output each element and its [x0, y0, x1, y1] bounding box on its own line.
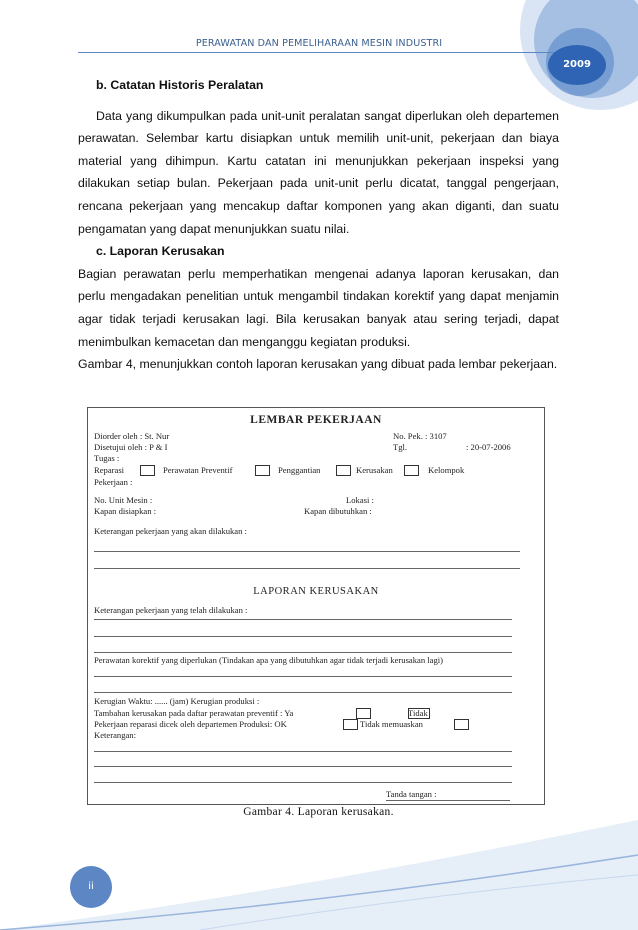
no-label: Tidak	[408, 708, 428, 718]
text-line: dan suatu pengamatan yang dapat menunjukkan suatu nilai.	[78, 198, 559, 236]
text-line: perlu mengadakan penelitian untuk mengambil tindakan korektif yang dapat	[78, 289, 501, 304]
replacement-checkbox[interactable]	[336, 465, 351, 476]
signature-label: Tanda tangan :	[386, 789, 437, 799]
form-title-damage-report: LAPORAN KERUSAKAN	[253, 586, 379, 597]
approved-by: Disetujui oleh : P & I	[94, 442, 168, 452]
text-line: menjamin agar tidak terjadi kerusakan lagi. Bila kerusakan banyak atau sering	[78, 289, 560, 326]
group-label: Kelompok	[428, 465, 465, 475]
section-b-paragraph	[78, 105, 559, 241]
year-badge: 2009	[548, 45, 606, 85]
section-c-figure-reference	[78, 353, 559, 376]
writing-line	[94, 568, 520, 569]
completed-work-label: Keterangan pekerjaan yang telah dilakukan :	[94, 605, 248, 615]
planned-work-label: Keterangan pekerjaan yang akan dilakukan :	[94, 526, 247, 536]
signature-line	[386, 800, 510, 801]
repair-checkbox[interactable]	[140, 465, 155, 476]
not-satisfactory-label: Tidak memuaskan	[360, 719, 423, 729]
header-title: PERAWATAN DAN PEMELIHARAAN MESIN INDUSTRI	[195, 38, 443, 49]
remarks-label: Keterangan:	[94, 730, 136, 740]
preventive-addition: Tambahan kerusakan pada daftar perawatan preventif : Ya	[94, 708, 294, 718]
replacement-label: Penggantian	[278, 465, 321, 475]
work-sheet-form	[87, 407, 545, 805]
writing-line	[94, 766, 512, 767]
no-checkbox[interactable]	[408, 708, 430, 719]
damage-label: Kerusakan	[356, 465, 393, 475]
machine-unit-number: No. Unit Mesin :	[94, 495, 153, 505]
repair-checked-by: Pekerjaan reparasi dicek oleh departemen Produksi: OK	[94, 719, 287, 729]
text-line: Bagian perawatan perlu memperhatikan mengenai adanya laporan kerusakan, dan	[78, 266, 559, 281]
page-number: ii	[70, 866, 112, 908]
section-c-heading: c. Laporan Kerusakan	[96, 244, 225, 259]
corrective-maintenance-label: Perawatan korektif yang diperlukan (Tindakan apa yang dibutuhkan agar tidak terjadi kerusakan lagi)	[94, 655, 444, 665]
writing-line	[94, 676, 512, 677]
section-b-heading: b. Catatan Historis Peralatan	[96, 78, 264, 92]
preventive-checkbox[interactable]	[255, 465, 270, 476]
section-c-paragraph	[78, 263, 559, 353]
prepared-when: Kapan disiapkan :	[94, 506, 157, 516]
damage-checkbox[interactable]	[404, 465, 419, 476]
form-title: LEMBAR PEKERJAAN	[250, 414, 382, 426]
writing-line	[94, 619, 512, 620]
writing-line	[94, 692, 512, 693]
text-line: yang dilakukan setiap bulan. Pekerjaan pada unit-unit perlu dicatat, tanggal	[78, 153, 559, 191]
writing-line	[94, 636, 512, 637]
ok-checkbox[interactable]	[343, 719, 358, 730]
preventive-label: Perawatan Preventif	[163, 465, 233, 475]
task-label: Tugas :	[94, 453, 120, 463]
text-line: pengerjaan, rencana pekerjaan yang mencakup daftar komponen yang akan diganti,	[78, 176, 559, 213]
not-satisfactory-checkbox[interactable]	[454, 719, 469, 730]
work-number: No. Pek. : 3107	[393, 431, 447, 441]
text-line: terjadi, dapat menimbulkan kemacetan dan menganggu kegiatan produksi.	[78, 311, 559, 349]
yes-checkbox[interactable]	[356, 708, 371, 719]
work-label: Pekerjaan :	[94, 477, 133, 487]
document-body	[78, 74, 559, 376]
figure-caption: Gambar 4. Laporan kerusakan.	[243, 806, 394, 818]
date-value: : 20-07-2006	[466, 442, 511, 452]
writing-line	[94, 782, 512, 783]
text-line: dan biaya material yang dihimpun. Kartu catatan ini menunjukkan pekerjaan inspeksi	[78, 131, 559, 168]
text-line: Gambar 4, menunjukkan contoh laporan kerusakan yang dibuat pada lembar	[78, 357, 497, 372]
header-divider	[78, 52, 558, 53]
date-label: Tgl.	[393, 442, 408, 452]
writing-line	[94, 652, 512, 653]
location: Lokasi :	[346, 495, 374, 505]
ordered-by: Diorder oleh : St. Nur	[94, 431, 170, 441]
text-line: pekerjaan.	[499, 357, 558, 372]
text-line: Data yang dikumpulkan pada unit-unit peralatan sangat diperlukan oleh	[96, 108, 490, 123]
repair-label: Reparasi	[94, 465, 125, 475]
writing-line	[94, 551, 520, 552]
time-loss: Kerugian Waktu: ...... (jam) Kerugian produksi :	[94, 696, 260, 706]
writing-line	[94, 751, 512, 752]
text-line: departemen perawatan. Selembar kartu disiapkan untuk memilih unit-unit, pekerjaan	[78, 108, 559, 146]
needed-when: Kapan dibutuhkan :	[304, 506, 372, 516]
figure-damage-report	[78, 397, 559, 827]
